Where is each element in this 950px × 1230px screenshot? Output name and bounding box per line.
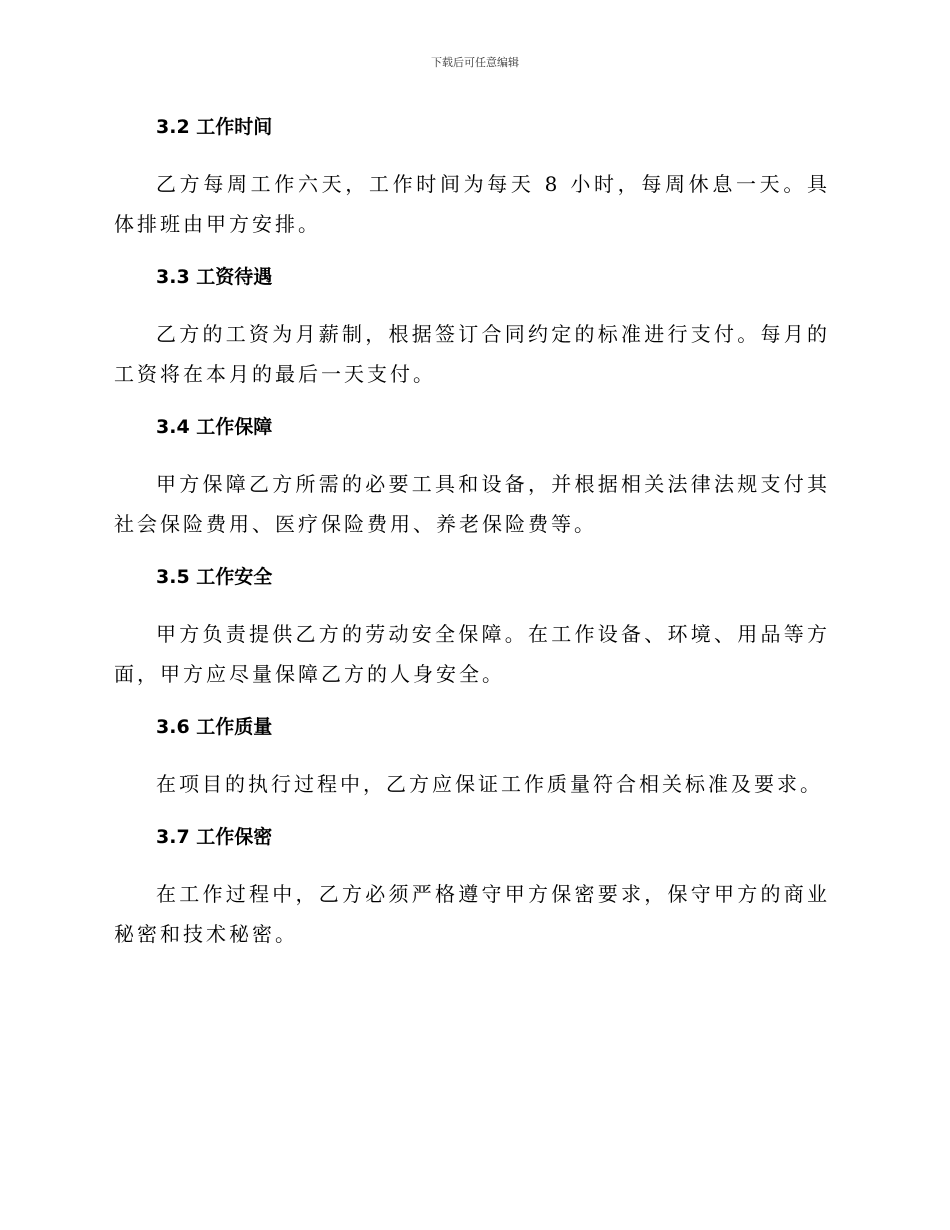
section-title: 3.7 工作保密: [156, 826, 273, 848]
section-title: 3.6 工作质量: [156, 716, 273, 738]
section-work-guarantee: [114, 412, 830, 544]
section-paragraph: 乙方每周工作六天，工作时间为每天 8 小时，每周休息一天。具体排班由甲方安排。: [114, 172, 830, 236]
section-title: 3.3 工资待遇: [156, 266, 273, 288]
section-paragraph: 甲方保障乙方所需的必要工具和设备，并根据相关法律法规支付其社会保险费用、医疗保险费用、养老保险费等。: [114, 472, 830, 536]
document-body: [114, 112, 830, 972]
section-paragraph: 乙方的工资为月薪制，根据签订合同约定的标准进行支付。每月的工资将在本月的最后一天支付。: [114, 322, 830, 386]
section-title: 3.4 工作保障: [156, 416, 273, 438]
section-confidentiality: [114, 822, 830, 954]
section-paragraph: 在工作过程中，乙方必须严格遵守甲方保密要求，保守甲方的商业秘密和技术秘密。: [114, 882, 830, 946]
section-title: 3.2 工作时间: [156, 116, 273, 138]
page-header: 下载后可任意编辑: [431, 56, 519, 69]
section-paragraph: 甲方负责提供乙方的劳动安全保障。在工作设备、环境、用品等方面，甲方应尽量保障乙方的人身安全。: [114, 622, 830, 686]
section-work-quality: [114, 712, 830, 804]
section-work-safety: [114, 562, 830, 694]
section-paragraph: 在项目的执行过程中，乙方应保证工作质量符合相关标准及要求。: [156, 772, 823, 796]
section-title: 3.5 工作安全: [156, 566, 273, 588]
section-salary: [114, 262, 830, 394]
section-work-hours: [114, 112, 830, 244]
